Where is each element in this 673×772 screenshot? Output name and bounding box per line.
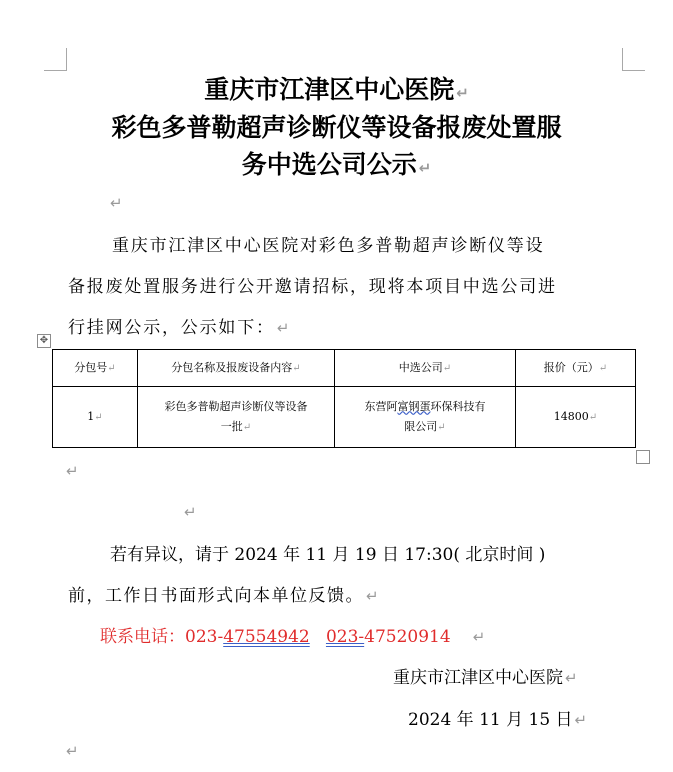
award-table [52, 349, 636, 448]
table-row [53, 387, 636, 448]
empty-paragraph-mark: ↵ [66, 462, 79, 480]
title-line-3: 务中选公司公示 ↵ [241, 150, 432, 179]
contact-phone-2[interactable]: 023-47520914 [325, 627, 451, 647]
table-move-handle-icon[interactable]: ✥ [37, 334, 51, 348]
table-cell-company[interactable]: 东营阿富钢蛋环保科技有 限公司↵ [335, 387, 516, 448]
paragraph-mark: ↵ [418, 159, 432, 177]
paragraph-mark: ↵ [574, 711, 588, 729]
contact-phone-1[interactable]: 023-47554942 [185, 627, 310, 647]
contact-line [100, 625, 485, 649]
title-line-2: 彩色多普勒超声诊断仪等设备报废处置服 [111, 113, 562, 142]
paragraph-mark: ↵ [366, 587, 381, 605]
table-header-cell[interactable]: 分包名称及报废设备内容↵ [138, 350, 335, 387]
table-header-cell[interactable]: 中选公司↵ [335, 350, 516, 387]
intro-line-1: 重庆市江津区中心医院对彩色多普勒超声诊断仪等设 [112, 236, 545, 256]
objection-line-1: 若有异议，请于 2024 年 11 月 19 日 17:30( 北京时间 ) [110, 545, 546, 565]
page-corner-top-left [44, 48, 67, 71]
title-line-1: 重庆市江津区中心医院 ↵ [204, 75, 469, 104]
signature-date: 2024 年 11 月 15 日 ↵ [408, 710, 588, 730]
intro-line-3: 行挂网公示，公示如下： ↵ [68, 318, 292, 338]
objection-line-2: 前，工作日书面形式向本单位反馈。 ↵ [68, 586, 381, 606]
table-cell-package-no[interactable]: 1↵ [53, 387, 138, 448]
empty-paragraph-mark: ↵ [184, 503, 197, 521]
intro-line-2: 备报废处置服务进行公开邀请招标，现将本项目中选公司进 [68, 277, 557, 297]
paragraph-mark: ↵ [472, 628, 486, 646]
empty-paragraph-mark: ↵ [110, 194, 123, 212]
table-header-cell[interactable]: 报价（元）↵ [516, 350, 636, 387]
empty-paragraph-mark: ↵ [66, 742, 79, 760]
table-header-row [53, 350, 636, 387]
paragraph-mark: ↵ [456, 84, 469, 102]
page-corner-top-right [622, 48, 645, 71]
table-cell-price[interactable]: 14800↵ [516, 387, 636, 448]
contact-label: 联系电话： [100, 627, 185, 647]
paragraph-mark: ↵ [565, 669, 578, 687]
table-header-cell[interactable]: 分包号↵ [53, 350, 138, 387]
table-cell-content[interactable]: 彩色多普勒超声诊断仪等设备 一批↵ [138, 387, 335, 448]
table-resize-handle[interactable] [636, 450, 650, 464]
signature-org: 重庆市江津区中心医院 ↵ [393, 668, 578, 688]
paragraph-mark: ↵ [276, 319, 292, 337]
